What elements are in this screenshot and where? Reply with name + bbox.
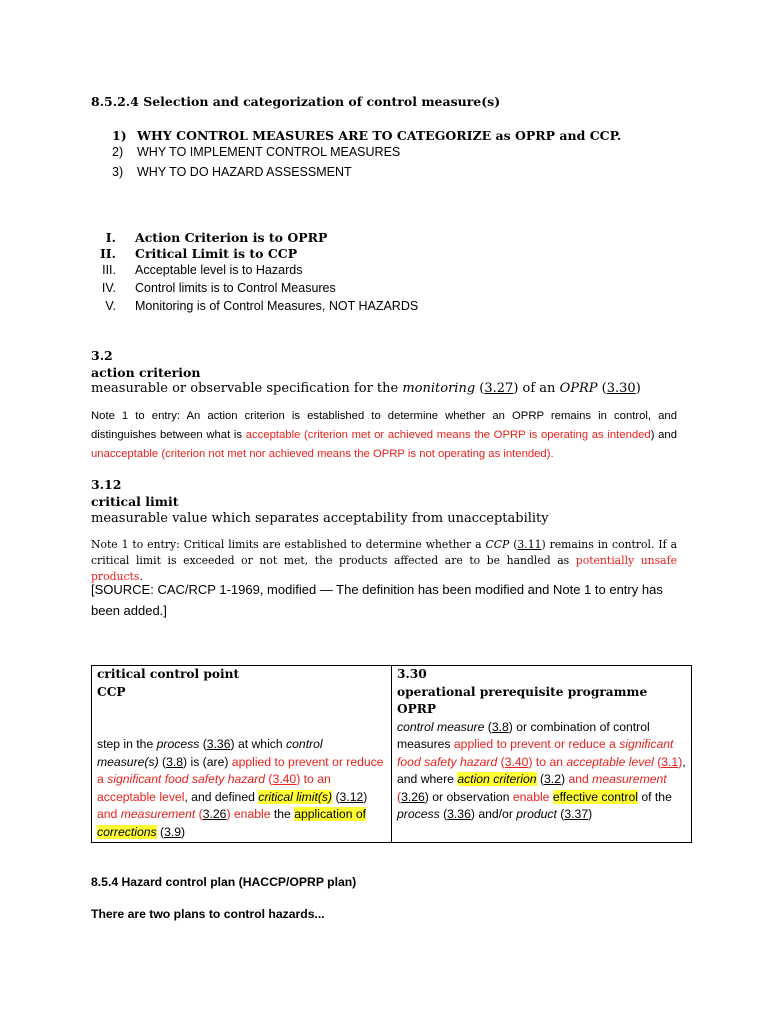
- ccp-abbrev: CCP: [97, 684, 126, 699]
- ref-link[interactable]: 3.30: [606, 381, 636, 396]
- term-name: critical limit: [91, 494, 179, 509]
- two-plans-text: There are two plans to control hazards...: [91, 907, 325, 921]
- ref-link[interactable]: 3.36: [206, 737, 231, 751]
- term-definition: measurable or observable specification for the monitoring (3.27) of an OPRP (3.30): [91, 381, 641, 396]
- source-note: [SOURCE: CAC/RCP 1-1969, modified — The definition has been modified and Note 1 to entry has been added.]: [91, 582, 663, 618]
- oprp-number: 3.30: [397, 667, 427, 681]
- ref-link[interactable]: 3.40: [504, 754, 529, 769]
- principle-text: Acceptable level is to Hazards: [135, 263, 303, 277]
- term-note: Note 1 to entry: An action criterion is established to determine whether an OPRP remains in control, and distinguishes between what is acceptable (criterion met or achieved means the OPRP is operating as intended) and unacceptable (criterion not met nor achieved means the OPRP is not operating as intended).: [91, 410, 677, 460]
- principle-text: Control limits is to Control Measures: [135, 281, 336, 295]
- term-definition: measurable value which separates acceptability from unacceptability: [91, 511, 549, 526]
- ref-link[interactable]: 3.26: [401, 789, 425, 804]
- principle-text: Monitoring is of Control Measures, NOT HAZARDS: [135, 299, 419, 313]
- question-item-1: [112, 128, 621, 143]
- question-number: 1): [112, 128, 127, 143]
- question-text: WHY TO DO HAZARD ASSESSMENT: [137, 165, 352, 179]
- term-number: 3.2: [91, 348, 113, 363]
- principle-item-1: [86, 230, 327, 245]
- hazard-plan-heading: 8.5.4 Hazard control plan (HACCP/OPRP plan): [91, 875, 357, 889]
- principle-text: Critical Limit is to CCP: [135, 246, 298, 261]
- ref-link[interactable]: 3.12: [339, 789, 364, 804]
- principle-number: II.: [99, 246, 116, 261]
- question-text: WHY TO IMPLEMENT CONTROL MEASURES: [137, 145, 401, 159]
- question-item-2: [112, 145, 400, 159]
- principle-number: V.: [105, 299, 116, 313]
- term-note: Note 1 to entry: Critical limits are established to determine whether a CCP (3.11) remains in control. If a critical limit is exceeded or not met, the products affected are to be handled as potentially unsafe products.: [91, 538, 678, 583]
- term-number: 3.12: [91, 477, 122, 492]
- question-number: 3): [112, 165, 124, 179]
- ccp-title: critical control point: [97, 667, 240, 681]
- ref-link[interactable]: 3.26: [202, 807, 227, 821]
- principle-item-2: [86, 246, 297, 261]
- ref-link[interactable]: 3.40: [272, 772, 297, 786]
- ref-link[interactable]: 3.37: [564, 807, 589, 821]
- ref-link[interactable]: 3.8: [166, 754, 184, 769]
- oprp-title: operational prerequisite programme: [397, 684, 648, 699]
- section-heading: 8.5.2.4 Selection and categorization of control measure(s): [91, 94, 501, 109]
- principle-item-5: [86, 299, 418, 313]
- ccp-definition: step in the process (3.36) at which control measure(s) (3.8) is (are) applied to prevent or reduce a significant food safety hazard (3.40) to an acceptable level, and defined critical limit(s) (3.12) and measurement (3.26) enable the application of corrections (3.9): [97, 737, 384, 839]
- ref-link[interactable]: 3.27: [484, 381, 514, 396]
- ref-link[interactable]: 3.9: [164, 824, 182, 839]
- oprp-abbrev: OPRP: [397, 702, 437, 716]
- principle-number: III.: [102, 263, 116, 277]
- ccp-cell: [92, 666, 392, 843]
- principle-item-4: [86, 281, 336, 295]
- principle-text: Action Criterion is to OPRP: [135, 230, 328, 245]
- question-text: WHY CONTROL MEASURES ARE TO CATEGORIZE as OPRP and CCP.: [137, 128, 622, 143]
- question-number: 2): [112, 145, 124, 159]
- table-row: [92, 666, 692, 843]
- principle-item-3: [86, 263, 302, 277]
- ref-link[interactable]: 3.36: [447, 807, 471, 821]
- ref-link[interactable]: 3.8: [491, 719, 509, 734]
- principle-number: I.: [105, 230, 116, 245]
- oprp-definition: control measure (3.8) or combination of control measures applied to prevent or reduce a significant food safety hazard (3.40) to an acceptable level (3.1), and where action criterion (3.2) and measurement (3.26) or observation enable effective control of the process (3.36) and/or product (3.37): [397, 719, 686, 821]
- oprp-cell: [392, 666, 692, 843]
- principle-number: IV.: [101, 281, 116, 295]
- definitions-table: [91, 665, 692, 843]
- question-item-3: [112, 165, 352, 179]
- ref-link[interactable]: 3.1: [661, 754, 679, 769]
- ref-link[interactable]: 3.2: [544, 772, 561, 786]
- ref-link[interactable]: 3.11: [517, 538, 542, 551]
- term-name: action criterion: [91, 365, 201, 380]
